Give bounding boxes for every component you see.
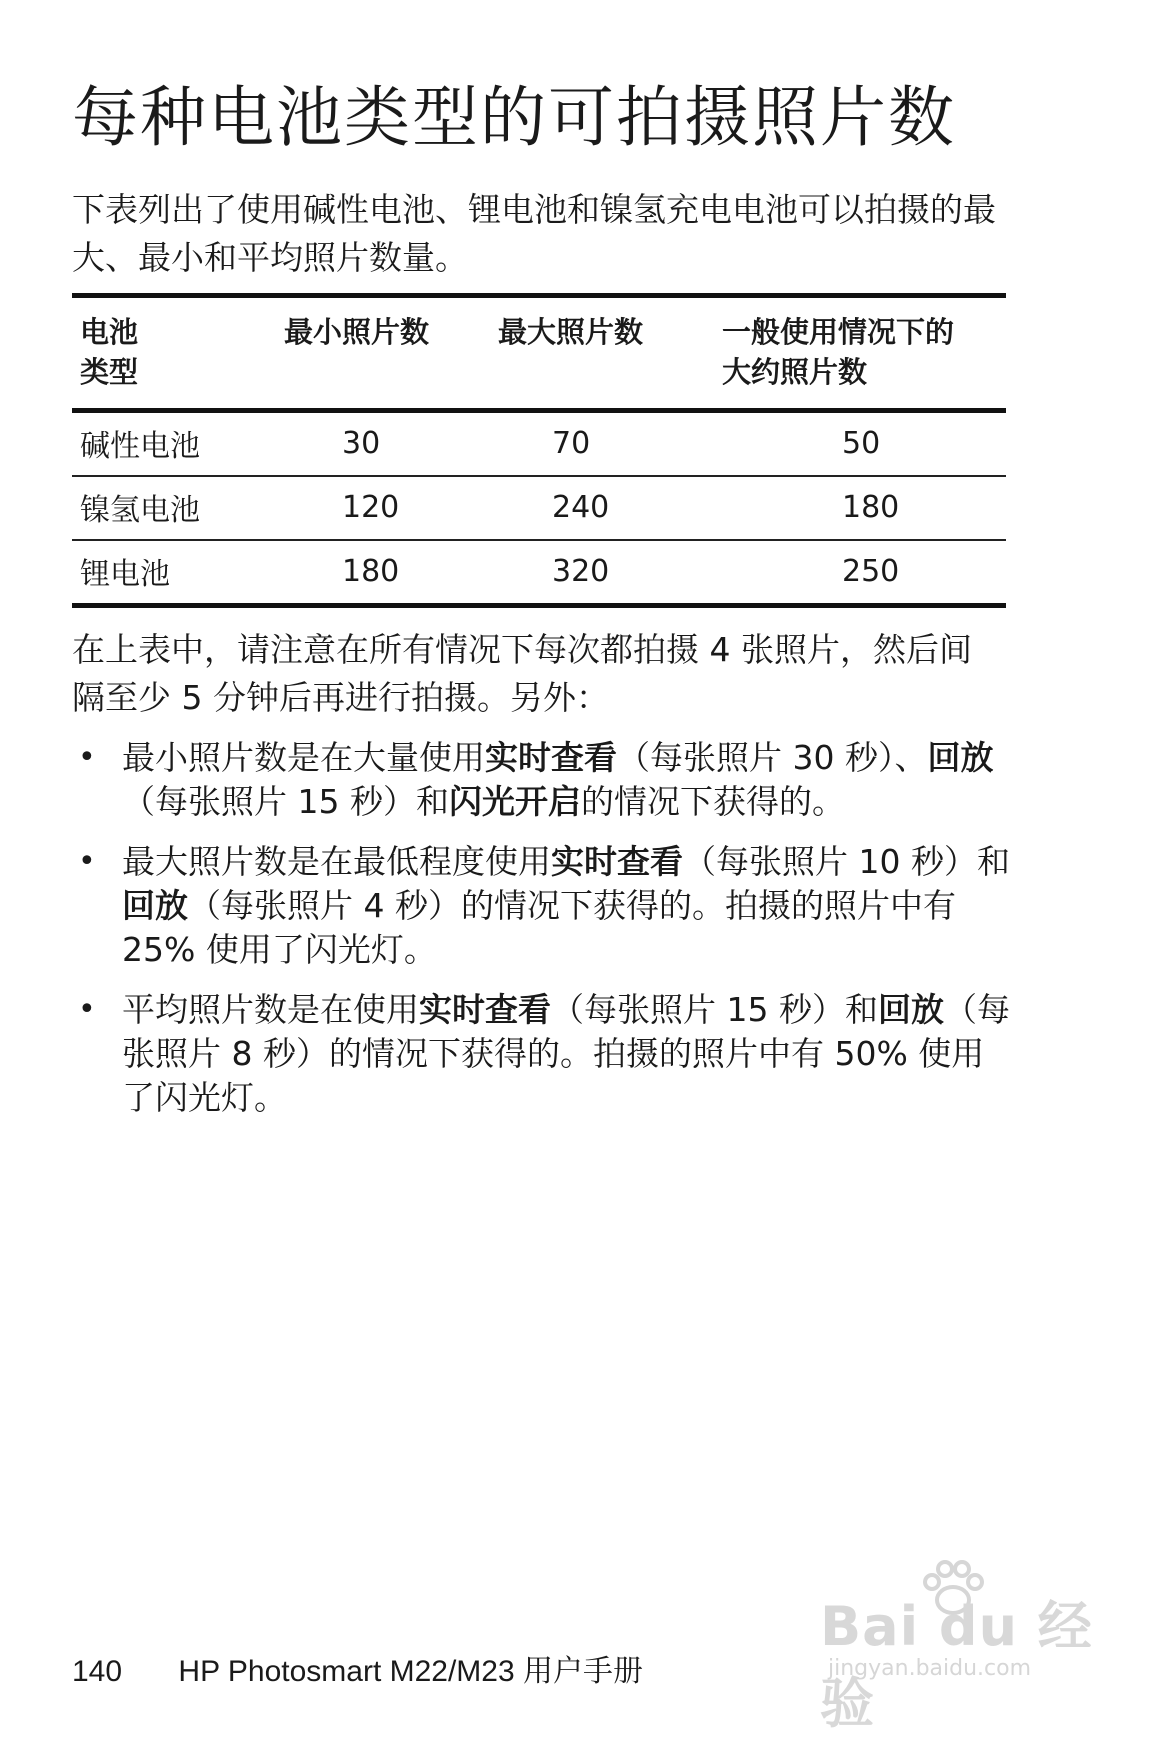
term-playback: 回放: [877, 990, 944, 1029]
cell-avg: 50: [842, 425, 881, 461]
header-avg-photos: 一般使用情况下的 大约照片数: [722, 315, 955, 389]
note-paragraph: 在上表中，请注意在所有情况下每次都拍摄 4 张照片，然后间隔至少 5 分钟后再进行拍摄。另外：: [72, 630, 972, 717]
cell-max: 320: [552, 553, 610, 589]
header-battery-type: 电池 类型: [80, 315, 139, 389]
cell-max: 70: [552, 425, 591, 461]
manual-title: HP Photosmart M22/M23 用户手册: [178, 1655, 643, 1688]
cell-avg: 180: [842, 489, 900, 525]
term-flash-on: 闪光开启: [448, 782, 581, 821]
table-header-row: [72, 296, 1006, 411]
term-live-view: 实时查看: [551, 842, 683, 881]
cell-min: 180: [342, 553, 400, 589]
list-item: • 平均照片数是在使用实时查看（每张照片 15 秒）和回放（每张照片 8 秒）的情况下获得的。拍摄的照片中有 50% 使用了闪光灯。: [78, 990, 1010, 1117]
term-playback: 回放: [122, 886, 188, 925]
table-row: [72, 476, 1006, 540]
page-title: 每种电池类型的可拍摄照片数: [72, 79, 956, 156]
intro-paragraph: 下表列出了使用碱性电池、锂电池和镍氢充电电池可以拍摄的最大、最小和平均照片数量。: [72, 190, 996, 277]
baidu-watermark: [820, 1560, 1120, 1735]
cell-battery-type: 锂电池: [80, 557, 170, 592]
page-footer: [72, 1646, 643, 1690]
term-live-view: 实时查看: [419, 990, 551, 1029]
cell-max: 240: [552, 489, 610, 525]
cell-avg: 250: [842, 553, 900, 589]
page-number: 140: [72, 1655, 123, 1688]
conditions-list: [72, 736, 1016, 1136]
cell-min: 30: [342, 425, 381, 461]
list-item: • 最小照片数是在大量使用实时查看（每张照片 30 秒）、回放（每张照片 15 秒）和闪光开启的情况下获得的。: [78, 738, 994, 821]
header-min-photos: 最小照片数: [284, 315, 430, 349]
watermark-logo-text: Bai du 经验: [820, 1595, 1093, 1735]
list-item: • 最大照片数是在最低程度使用实时查看（每张照片 10 秒）和回放（每张照片 4 秒）的情况下获得的。拍摄的照片中有 25% 使用了闪光灯。: [78, 842, 1010, 969]
bullet-icon: •: [78, 740, 96, 775]
term-playback: 回放: [927, 738, 994, 777]
cell-battery-type: 镍氢电池: [80, 493, 200, 528]
cell-min: 120: [342, 489, 400, 525]
term-live-view: 实时查看: [485, 738, 617, 777]
bullet-icon: •: [78, 992, 96, 1027]
table-row: [72, 540, 1006, 606]
bullet-icon: •: [78, 844, 96, 879]
watermark-url: jingyan.baidu.com: [828, 1656, 1032, 1681]
header-max-photos: 最大照片数: [498, 315, 644, 349]
battery-photo-table: [72, 293, 1006, 608]
table-row: [72, 411, 1006, 477]
cell-battery-type: 碱性电池: [80, 429, 200, 464]
